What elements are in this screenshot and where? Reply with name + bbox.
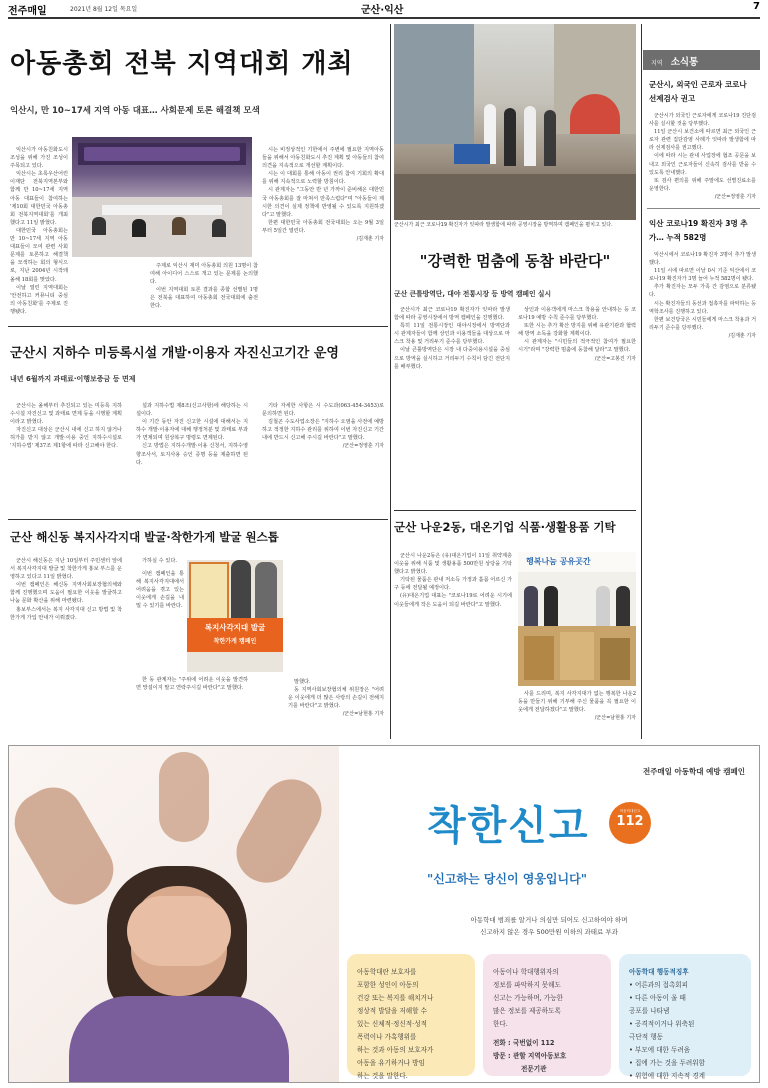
badge-112: 아동학대신고 112 [609, 802, 651, 844]
ad-desc: 아동학대 범죄를 알거나 의심만 되어도 신고하여야 하며 신고하지 않은 경우 500만원 이하의 과태료 부과 [470, 916, 628, 936]
article2-col1: 군산시는 올해부터 추진되고 있는 미등록 지하수시설 자진신고 및 과태료 면제 등을 시행할 계획이라고 밝혔다. 자진신고 대상은 군산시 내에 신고 하지 않거나 허가를 받지 않고 개발·이용 중인 지하수시설로 '지하수법' 제37조 제1항에 따라 신고해야 한다. [10, 403, 122, 450]
article3-col2c: 한 동 관계자는 "주위에 어려운 이웃을 발견하면 망설이지 말고 연락주시길 바란다"고 말했다. [136, 677, 248, 692]
article3-col3: 말했다. 동 지역사회보장협의체 위원장은 "어려운 이웃에게 더 많은 사랑의 손길이 전해지기를 바란다"고 밝혔다. /군산=남현홍 기자 [288, 679, 384, 718]
article3-col1: 군산시 해신동은 지난 10일부터 주민센터 앞에서 복지사각지대 발굴 및 착한가게 홍보 부스를 운영하고 있다고 11일 밝혔다. 이번 캠페인은 해신동 지역사회보장협의체와 함께 진행했으며 도움이 필요한 이웃을 발굴하고 나눔 문화 확산을 위해 마련됐다. 홍보부스에서는 복지 사각지대 신고 방법 및 착한가게 가입 안내가 이뤄졌다. [10, 558, 122, 621]
byline: /군산=고봉진 기자 [594, 355, 636, 362]
byline: /군산=정영훈 기자 [714, 193, 756, 200]
sidebar-news [643, 50, 760, 740]
byline: /군산=남현홍 기자 [342, 711, 384, 718]
paper-name: 전주매일 [8, 6, 47, 17]
subheadline: 익산시, 만 10~17세 지역 아동 대표… 사회문제 토론 해결책 모색 [10, 106, 260, 116]
donation-banner: 행복나눔 공유곳간 [526, 557, 591, 566]
article2-col3: 기타 자세한 사항은 시 수도과(063-454-3453)로 문의하면 된다. 김철곤 수도사업소장은 "지하수 오염을 사전에 예방하고 적정한 지하수 관리를 위하여 이번 자진신고 기간 내에 반드시 신고해 주시길 바란다"고 말했다. /군산=정영훈 기자 [262, 403, 384, 450]
ad-logo-text: 착한신고 [427, 803, 590, 849]
sidebar-header-small: 지역 [651, 60, 663, 67]
article3-col2: 가하실 수 있다. [142, 558, 178, 564]
headline: 군산시 지하수 미등록시설 개발·이용자 자진신고기간 운영 [10, 346, 339, 361]
byline: /김재춘 기자 [356, 236, 384, 243]
byline: /군산=정영훈 기자 [342, 443, 384, 450]
ad-slogan: "신고하는 당신이 영웅입니다" [427, 872, 587, 886]
woman-illustration [9, 746, 339, 1082]
subheadline: 군산 큰틀방역단, 대야 전통시장 등 방역 캠페인 실시 [394, 290, 552, 298]
byline: /군산=남현홍 기자 [594, 715, 636, 722]
article1-col3: 시는 비정상적인 기한에서 주변에 필요한 지역아동들을 위해서 아동친화도시 추진 계획 및 아동들의 참여 의견을 지속적으로 개선할 계획이다. 시는 이 대회를 통해 아동이 권리 참여 기회의 확대를 위해 지속적으로 노력할 방침이다. 시 관계자는 "그동안 반 년 가까이 준비해온 대한민국 아동총회를 잘 마쳐서 만족스럽다"며 "아동들이 제시한 의견이 실제 정책에 반영될 수 있도록 지원하겠다"고 말했다. 한편 대한민국 아동총회 전국대회는 오는 9월 3일부터 5일간 열린다. /김재춘 기자 [262, 147, 384, 243]
sidebar-header-title: 소식통 [670, 57, 699, 68]
subheadline: 내년 6월까지 과태료·이행보증금 등 면제 [10, 375, 136, 383]
donation-photo [518, 552, 636, 686]
article1-col1: 익산시가 아동친화도시 조성을 위해 가진 조성이 주목되고 있다. 익산시는 초록우산어린이재단 전북지역본부와 함께 만 10~17세 지역 아동 대표들이 참여하는 '제10회 대한민국 아동총회 전북지역대회'를 개최했다고 11일 밝혔다. 대한민국 아동총회는 만 10~17세 지역 아동 대표들이 모여 관련 사회문제를 토론하고 해결책을 모색하는 회의 형식으로, 지난 2004년 시작돼 올해 18회를 맞았다. 이날 열린 지역대회는 '안전하고 커뮤니티 중심의 아동친화'를 주제로 진행됐다. [10, 147, 68, 315]
welfare-photo [187, 560, 283, 672]
ad-box-signs: 아동학대 행동적징후 • 어른과의 접촉회피 • 다른 아동이 울 때 공포를 나타냄 • 공격적이거나 위축된 극단적 행동 • 부모에 대한 두려움 • 집에 가는 것을 두려워함 • 위험에 대한 지속적 경계 [619, 954, 751, 1076]
byline: /김재춘 기자 [728, 332, 756, 339]
section-name: 군산·익산 [361, 5, 404, 16]
article-groundwater [10, 344, 386, 384]
article5-col2: 사를 드리며, 복지 사각지대가 없는 행복한 나운2동을 만들기 위해 기부해 주신 물품을 꼭 필요한 이웃에게 전달하겠다"고 말했다. /군산=남현홍 기자 [518, 691, 636, 722]
sidebar-item: 군산시, 외국인 근로자 코로나 선제검사 권고 군산시가 외국인 근로자에게 코로나19 진단검사를 실시할 것을 당부했다. 11일 군산시 보건소에 따르면 최근 외국인 근로자 관련 집단감염 사례가 잇따라 발생함에 따라 선제검사를 권고했다. 이에 따라 시는 관내 사업장에 협조 공문을 보내고 외국인 근로자들이 신속히 검사를 받을 수 있도록 안내했다. 또 검사 편의를 위해 주말에도 선별진료소를 운영한다. /군산=정영훈 기자 [649, 80, 756, 200]
article5-col1: 군산시 나운2동은 (유)대온기업이 11일 취약계층 이웃을 위해 식품 및 생활용품 500만원 상당을 기탁했다고 밝혔다. 기탁된 물품은 관내 저소득 가정과 홀몸 어르신 가구 등에 전달될 예정이다. (유)대온기업 대표는 "코로나19로 어려운 시기에 이웃들에게 작은 도움이 되길 바란다"고 말했다. [394, 553, 512, 608]
headline: 아동총회 전북 지역대회 개최 [10, 49, 354, 79]
welfare-banner: 복지사각지대 발굴 착한가게 캠페인 [187, 618, 283, 652]
page-number: 7 [753, 1, 760, 12]
article4-col2: 상인과 이용객에게 마스크 착용을 안내하는 등 코로나19 예방 수칙 준수를 당부했다. 또한 시는 추가 확산 방지를 위해 유관기관과 협력해 방역 소독을 강화할 계획이다. 시 관계자는 "시민들의 적극적인 참여가 필요한 시기"라며 "강력한 멈춤에 동참해 달라"고 말했다. /군산=고봉진 기자 [518, 307, 636, 362]
article2-col2: 설과 지하수법 제8조(신고사항)에 해당하는 시설이다. 이 기간 동안 자진 신고한 시설에 대해서는 지하수 개발·이용자에 대해 행정처분 및 과태료 부과가 면제되며 원상복구 명령도 면제된다. 신고 방법은 지하수개발·이용 신청서, 지하수영향조사서, 토지사용 승인 증명 등을 제출하면 된다. [136, 403, 248, 466]
sidebar-header [643, 50, 760, 70]
sidebar-item-title: 군산시, 외국인 근로자 코로나 선제검사 권고 [649, 80, 747, 103]
sidebar-item-title: 익산 코로나19 확진자 3명 추가… 누적 582명 [649, 218, 748, 242]
article1-col2: 주제로 익산시 재미 아동총회 의원 13명이 참여해 아이디어 스스로 개고 있는 문제를 논의했다. 이번 지역대회 토론 결과를 종합 선별된 1명은 전북을 대표하여 아동총회 전국대회에 출전한다. [150, 263, 258, 310]
masthead [8, 0, 760, 18]
article3-col2b: 이번 캠페인을 통해 복지사각지대에서 어려움을 겪고 있는 이웃에게 손길을 내밀 수 있기를 바란다. [136, 571, 184, 610]
article-donation-headline: 군산 나운2동, 대온기업 식품·생활용품 기탁 [394, 520, 616, 534]
market-photo [394, 24, 636, 220]
ad-campaign-title: 전주매일 아동학대 예방 캠페인 [642, 767, 745, 776]
article-quarantine [394, 250, 636, 298]
article-haesin-headline: 군산 해신동 복지사각지대 발굴·착한가게 발굴 원스톱 [10, 530, 279, 544]
assembly-photo [72, 137, 252, 257]
ad-campaign [8, 745, 760, 1083]
market-photo-caption: 군산시가 최근 코로나19 확진자가 잇따라 발생함에 따라 공영시장을 방역하며 캠페인을 펼치고 있다. [394, 222, 613, 228]
sidebar-item: 익산 코로나19 확진자 3명 추가… 누적 582명 익산시에서 코로나19 확진자 3명이 추가 발생했다. 11일 시에 따르면 이날 0시 기준 익산에서 코로나19 확진자가 3명 늘어 누적 582명이 됐다. 추가 확진자는 모두 가족 간 감염으로 분류됐다. 시는 확진자들의 동선과 접촉자를 파악하는 등 역학조사를 진행하고 있다. 한편 보건당국은 시민들에게 마스크 착용과 거리두기 준수를 당부했다. /김재춘 기자 [649, 218, 756, 339]
article4-col1: 군산시가 최근 코로나19 확진자가 잇따라 발생함에 따라 공영시장에서 방역 캠페인을 진행했다. 특히 11일 전통시장인 대야시장에서 방역단과 시 관계자들이 함께 상인과 이용객들을 대상으로 마스크 착용 및 거리두기 준수를 당부했다. 이날 큰틀방역단은 시장 내 다중이용시설을 중심으로 방역을 실시하고 거리두기 수칙이 담긴 전단지를 배부했다. [394, 307, 510, 370]
ad-box-report: 아동이나 학대행위자의 정보를 파악하지 못해도 신고는 가능하며, 가능한 많은 정보를 제공하도록 한다. 전화 : 국번없이 112 방문 : 관할 지역아동보호 전문기관 [483, 954, 611, 1076]
ad-box-definition: 아동학대란 보호자를 포함한 성인이 아동의 건강 또는 복지를 해치거나 정상적 발달을 저해할 수 있는 신체적·정신적·성적 폭력이나 가혹행위를 하는 것과 아동의 보호자가 아동을 유기하거나 방임 하는 것을 말한다. [347, 954, 475, 1076]
headline: "강력한 멈춤에 동참 바란다" [419, 252, 611, 270]
issue-date: 2021년 8월 12일 목요일 [70, 6, 138, 13]
